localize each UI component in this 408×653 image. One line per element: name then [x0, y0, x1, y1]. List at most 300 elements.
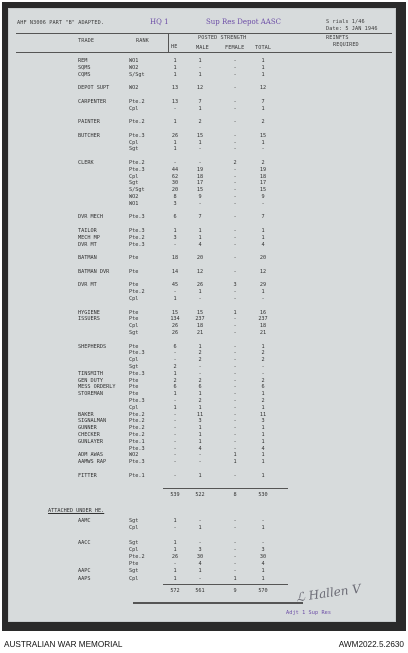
strength-total: 7: [261, 98, 265, 105]
strength-female: -: [233, 166, 237, 173]
strength-female: -: [233, 364, 237, 370]
strength-male: 12: [196, 85, 204, 92]
strength-female: -: [233, 438, 237, 445]
strength-rank: WO2: [129, 85, 139, 92]
strength-rank: Pte.3: [129, 241, 145, 248]
strength-trade: CHECKER: [78, 432, 100, 438]
strength-he: -: [173, 105, 177, 112]
strength-he: 1: [173, 64, 177, 71]
strength-total: 19: [259, 166, 267, 173]
strength-total: 1: [261, 404, 265, 411]
attached-he: 1: [173, 518, 177, 524]
strength-male: 20: [196, 255, 204, 262]
strength-he: 1: [173, 119, 177, 126]
strength-female: -: [233, 384, 237, 391]
strength-he: 26: [171, 132, 179, 139]
strength-rank: Pte: [129, 316, 139, 323]
col-trade: TRADE: [78, 38, 95, 44]
strength-rank: Pte: [129, 255, 139, 262]
strength-female: -: [233, 377, 237, 384]
strength-trade: GUNLAYER: [78, 438, 103, 445]
strength-trade: DVR MECH: [78, 214, 103, 221]
strength-male: 1: [198, 438, 202, 445]
attached-he: 1: [173, 546, 177, 553]
strength-total: 9: [261, 194, 265, 200]
strength-female: -: [233, 418, 237, 425]
strength-total: -: [261, 364, 265, 370]
strength-he: 1: [173, 139, 177, 146]
strength-rank: Sgt: [129, 330, 139, 336]
strength-he: -: [173, 350, 177, 357]
strength-rank: Pte.1: [129, 472, 145, 479]
attached-rank: Sgt: [129, 518, 139, 524]
strength-trade: FITTER: [78, 472, 97, 479]
strength-rank: Pte.2: [129, 425, 145, 432]
strength-male: 19: [196, 166, 204, 173]
strength-rank: Pte.3: [129, 350, 145, 357]
strength-male: -: [198, 452, 202, 459]
strength-male: 6: [198, 384, 202, 391]
strength-female: -: [233, 472, 237, 479]
strength-rank: Pte.3: [129, 398, 145, 404]
subtotal-row: [8, 492, 396, 499]
strength-he: 15: [171, 309, 179, 316]
strength-male: 9: [198, 194, 202, 200]
strength-female: -: [233, 119, 237, 126]
strength-row: [8, 473, 396, 480]
attached-he: 26: [171, 554, 179, 560]
strength-male: 1: [198, 234, 202, 241]
strength-female: -: [233, 187, 237, 194]
strength-total: 1: [261, 58, 265, 64]
strength-he: 6: [173, 384, 177, 391]
strength-rank: Sgt: [129, 364, 139, 370]
strength-female: -: [233, 391, 237, 398]
subtotal-female: 8: [233, 492, 237, 498]
header-rule-top: [16, 33, 392, 34]
strength-total: 1: [261, 459, 265, 466]
strength-trade: BUTCHER: [78, 132, 100, 139]
strength-male: 15: [196, 187, 204, 194]
strength-rank: Pte: [129, 268, 139, 275]
strength-trade: MESS ORDERLY: [78, 384, 116, 391]
attached-male: -: [198, 575, 202, 582]
strength-total: 4: [261, 241, 265, 248]
attached-trade: AACC: [78, 539, 91, 546]
strength-total: 1: [261, 343, 265, 350]
strength-male: 237: [195, 316, 205, 323]
strength-female: -: [233, 234, 237, 241]
strength-rank: Pte.3: [129, 370, 145, 377]
attached-he: -: [173, 561, 177, 568]
attached-heading: ATTACHED UNDER HE.: [48, 508, 105, 514]
attached-male: -: [198, 518, 202, 524]
strength-male: 4: [198, 241, 202, 248]
grand-total-double-rule: [133, 602, 303, 604]
strength-rank: Pte.3: [129, 166, 145, 173]
attached-row: [8, 568, 396, 575]
strength-rank: Pte: [129, 391, 139, 398]
strength-total: 1: [261, 432, 265, 438]
strength-he: 1: [173, 370, 177, 377]
attached-total: 1: [261, 525, 265, 532]
strength-female: -: [233, 289, 237, 296]
strength-male: -: [198, 296, 202, 302]
strength-he: -: [173, 289, 177, 296]
strength-rank: Pte.2: [129, 98, 145, 105]
attached-rank: Sgt: [129, 539, 139, 546]
attached-row: [8, 554, 396, 561]
attached-male: -: [198, 539, 202, 546]
strength-rank: WO1: [129, 200, 139, 207]
strength-he: -: [173, 357, 177, 364]
strength-trade: AAMWS RAP: [78, 459, 107, 466]
strength-he: 134: [170, 316, 180, 323]
strength-he: 13: [171, 98, 179, 105]
strength-female: -: [233, 268, 237, 275]
strength-male: 2: [198, 119, 202, 126]
strength-he: 1: [173, 71, 177, 78]
strength-male: 1: [198, 391, 202, 398]
strength-female: -: [233, 200, 237, 207]
strength-trade: DEPOT SUPT: [78, 85, 110, 92]
strength-female: 3: [233, 282, 237, 289]
strength-rank: Pte.2: [129, 418, 145, 425]
strength-trade: PAINTER: [78, 119, 100, 126]
strength-he: -: [173, 438, 177, 445]
attached-row: [8, 518, 396, 525]
strength-female: 1: [233, 309, 237, 316]
strength-rank: Pte.3: [129, 445, 145, 452]
strength-total: 29: [259, 282, 267, 289]
strength-female: -: [233, 180, 237, 187]
strength-he: -: [173, 241, 177, 248]
handwritten-signature: ℒ Hallen V: [295, 581, 362, 605]
strength-rank: Cpl: [129, 323, 139, 330]
strength-he: 30: [171, 180, 179, 187]
strength-rank: Cpl: [129, 357, 139, 364]
attached-rank: Cpl: [129, 575, 139, 582]
strength-trade: SIGNALMAN: [78, 418, 107, 425]
strength-female: -: [233, 404, 237, 411]
strength-total: 1: [261, 289, 265, 296]
strength-male: -: [198, 160, 202, 166]
strength-male: -: [198, 364, 202, 370]
attached-row: [8, 525, 396, 532]
strength-female: -: [233, 255, 237, 262]
strength-trade: ISSUERS: [78, 316, 100, 323]
attached-total: 3: [261, 546, 265, 553]
serial-number: S rials 1/46: [326, 19, 365, 25]
strength-he: -: [173, 398, 177, 404]
strength-total: 2: [261, 377, 265, 384]
strength-rank: Pte: [129, 309, 139, 316]
attached-total: -: [261, 539, 265, 546]
strength-total: 2: [261, 160, 265, 166]
attached-male: 3: [198, 546, 202, 553]
strength-female: -: [233, 398, 237, 404]
strength-trade: CLERK: [78, 160, 94, 166]
attached-rank: Sgt: [129, 568, 139, 575]
strength-trade: GEN DUTY: [78, 377, 103, 384]
strength-he: 8: [173, 194, 177, 200]
strength-male: 1: [198, 343, 202, 350]
strength-he: -: [173, 411, 177, 418]
strength-female: -: [233, 146, 237, 153]
col-he: HE: [171, 44, 178, 50]
strength-trade: HYGIENE: [78, 309, 100, 316]
attached-male: 1: [198, 568, 202, 575]
attached-row: [8, 576, 396, 583]
strength-he: 62: [171, 173, 179, 180]
subtotal-male: 522: [195, 492, 205, 498]
strength-rank: Cpl: [129, 296, 139, 302]
strength-total: 17: [259, 180, 267, 187]
strength-total: 1: [261, 425, 265, 432]
strength-he: -: [173, 425, 177, 432]
strength-he: 6: [173, 343, 177, 350]
strength-male: 1: [198, 58, 202, 64]
strength-trade: MECH MP: [78, 234, 100, 241]
strength-male: 1: [198, 404, 202, 411]
col-required: REQUIRED: [333, 42, 359, 48]
strength-male: 2: [198, 398, 202, 404]
attached-he: 1: [173, 575, 177, 582]
strength-total: 1: [261, 139, 265, 146]
strength-rank: Pte: [129, 282, 139, 289]
strength-total: 21: [259, 330, 267, 336]
strength-female: -: [233, 98, 237, 105]
strength-female: -: [233, 316, 237, 323]
strength-male: 3: [198, 418, 202, 425]
strength-total: 1: [261, 228, 265, 234]
attached-female: -: [233, 539, 237, 546]
document-page: [8, 8, 396, 622]
strength-trade: TAILOR: [78, 228, 97, 234]
depot-stamp: Sup Res Depot AASC: [206, 18, 281, 26]
form-reference: AHF N3006 PART "B" ADAPTED.: [17, 20, 105, 26]
strength-total: 11: [259, 411, 267, 418]
strength-he: 26: [171, 330, 179, 336]
attached-female: -: [233, 554, 237, 560]
strength-total: 16: [259, 309, 267, 316]
strength-he: -: [173, 160, 177, 166]
attached-row: [8, 532, 396, 539]
strength-female: -: [233, 343, 237, 350]
strength-trade: CARPENTER: [78, 98, 107, 105]
strength-rank: Pte.3: [129, 228, 145, 234]
header-rule-bottom: [16, 52, 392, 53]
strength-female: -: [233, 64, 237, 71]
strength-rank: Pte.2: [129, 289, 145, 296]
document-date: Date: 5 JAN 1946: [326, 26, 378, 32]
strength-trade: TINSMITH: [78, 370, 103, 377]
strength-female: 2: [233, 160, 237, 166]
strength-rank: Pte: [129, 384, 139, 391]
attached-male: 4: [198, 561, 202, 568]
strength-male: 1: [198, 139, 202, 146]
strength-total: 2: [261, 357, 265, 364]
strength-total: 1: [261, 234, 265, 241]
subtotal-total: 530: [258, 492, 268, 498]
attached-he: 1: [173, 568, 177, 575]
strength-he: 1: [173, 391, 177, 398]
strength-female: -: [233, 173, 237, 180]
attached-rank: Pte: [129, 561, 139, 568]
strength-female: -: [233, 85, 237, 92]
strength-male: 21: [196, 330, 204, 336]
strength-female: -: [233, 228, 237, 234]
strength-total: 18: [259, 173, 267, 180]
strength-female: -: [233, 296, 237, 302]
strength-he: 14: [171, 268, 179, 275]
strength-total: 7: [261, 214, 265, 221]
strength-male: 2: [198, 377, 202, 384]
strength-male: 1: [198, 472, 202, 479]
strength-total: 2: [261, 119, 265, 126]
strength-male: 18: [196, 173, 204, 180]
strength-trade: DVR MT: [78, 241, 97, 248]
attached-female: -: [233, 561, 237, 568]
attached-total: 4: [261, 561, 265, 568]
attached-he: -: [173, 525, 177, 532]
strength-female: -: [233, 58, 237, 64]
strength-rank: Pte.3: [129, 214, 145, 221]
strength-rank: S/Sgt: [129, 71, 145, 78]
strength-rank: Sgt: [129, 146, 139, 153]
strength-female: -: [233, 357, 237, 364]
strength-he: -: [173, 459, 177, 466]
strength-total: 1: [261, 452, 265, 459]
strength-trade: SHEPHERDS: [78, 343, 107, 350]
strength-total: 2: [261, 350, 265, 357]
attached-female: -: [233, 568, 237, 575]
strength-rank: WO2: [129, 194, 139, 200]
strength-female: -: [233, 411, 237, 418]
strength-trade: GUNNER: [78, 425, 97, 432]
strength-he: 44: [171, 166, 179, 173]
attached-trade: AAMC: [78, 518, 91, 524]
attached-male: 30: [196, 554, 204, 560]
strength-rank: Cpl: [129, 173, 139, 180]
strength-rank: Pte.3: [129, 132, 145, 139]
strength-male: 7: [198, 214, 202, 221]
col-female: FEMALE: [225, 45, 245, 51]
strength-male: 15: [196, 132, 204, 139]
strength-male: 17: [196, 180, 204, 187]
strength-rank: Pte.2: [129, 119, 145, 126]
strength-female: -: [233, 241, 237, 248]
attached-total: 30: [259, 554, 267, 560]
attached-rank: Cpl: [129, 525, 139, 532]
strength-rank: WO1: [129, 58, 139, 64]
strength-total: 15: [259, 187, 267, 194]
strength-he: 1: [173, 146, 177, 153]
strength-female: -: [233, 194, 237, 200]
strength-total: 1: [261, 64, 265, 71]
attached-he: 1: [173, 539, 177, 546]
strength-total: 12: [259, 85, 267, 92]
attached-total: 1: [261, 568, 265, 575]
attached-trade: AAPC: [78, 568, 91, 575]
strength-he: -: [173, 432, 177, 438]
strength-total: -: [261, 200, 265, 207]
strength-male: -: [198, 459, 202, 466]
strength-male: 4: [198, 445, 202, 452]
strength-total: 4: [261, 445, 265, 452]
strength-he: -: [173, 452, 177, 459]
attached-female: -: [233, 525, 237, 532]
strength-trade: SQMS: [78, 64, 91, 71]
strength-rank: Pte.2: [129, 432, 145, 438]
strength-male: -: [198, 200, 202, 207]
grand-total-female: 9: [233, 588, 237, 594]
strength-male: 12: [196, 268, 204, 275]
col-rank: RANK: [136, 38, 149, 44]
attached-female: 1: [233, 575, 237, 582]
attached-male: 1: [198, 525, 202, 532]
strength-rank: Cpl: [129, 139, 139, 146]
strength-male: 1: [198, 228, 202, 234]
strength-male: -: [198, 370, 202, 377]
strength-he: 45: [171, 282, 179, 289]
strength-male: 2: [198, 350, 202, 357]
strength-male: -: [198, 146, 202, 153]
strength-total: 1: [261, 438, 265, 445]
strength-trade: REM: [78, 58, 88, 64]
strength-rank: Pte.2: [129, 234, 145, 241]
strength-total: 12: [259, 268, 267, 275]
strength-total: 1: [261, 391, 265, 398]
strength-rank: S/Sgt: [129, 187, 145, 194]
strength-he: 1: [173, 296, 177, 302]
subtotal-rule: [163, 488, 288, 489]
strength-rank: Pte.3: [129, 459, 145, 466]
strength-rank: Pte: [129, 343, 139, 350]
strength-total: 15: [259, 132, 267, 139]
hq-stamp: HQ 1: [150, 18, 169, 26]
strength-total: 237: [258, 316, 268, 323]
strength-female: -: [233, 330, 237, 336]
strength-rank: Pte: [129, 377, 139, 384]
strength-rank: Pte.2: [129, 411, 145, 418]
strength-trade: BATMAN: [78, 255, 97, 262]
attached-female: -: [233, 546, 237, 553]
strength-trade: STOREMAN: [78, 391, 103, 398]
strength-he: 3: [173, 234, 177, 241]
attached-total: 1: [261, 575, 265, 582]
strength-male: 1: [198, 425, 202, 432]
strength-total: 1: [261, 472, 265, 479]
col-posted-strength: POSTED STRENGTH: [198, 35, 247, 41]
attached-rank: Pte.2: [129, 554, 145, 560]
strength-he: -: [173, 472, 177, 479]
strength-he: -: [173, 445, 177, 452]
strength-total: -: [261, 370, 265, 377]
strength-female: -: [233, 425, 237, 432]
strength-female: -: [233, 132, 237, 139]
strength-male: 1: [198, 71, 202, 78]
strength-he: 2: [173, 364, 177, 370]
signature-caption: Adjt 1 Sup Res: [286, 610, 332, 616]
strength-female: -: [233, 214, 237, 221]
strength-he: 13: [171, 85, 179, 92]
strength-rank: WO2: [129, 64, 139, 71]
grand-total-he: 572: [170, 588, 180, 594]
strength-male: 1: [198, 105, 202, 112]
strength-male: 7: [198, 98, 202, 105]
strength-male: 1: [198, 432, 202, 438]
